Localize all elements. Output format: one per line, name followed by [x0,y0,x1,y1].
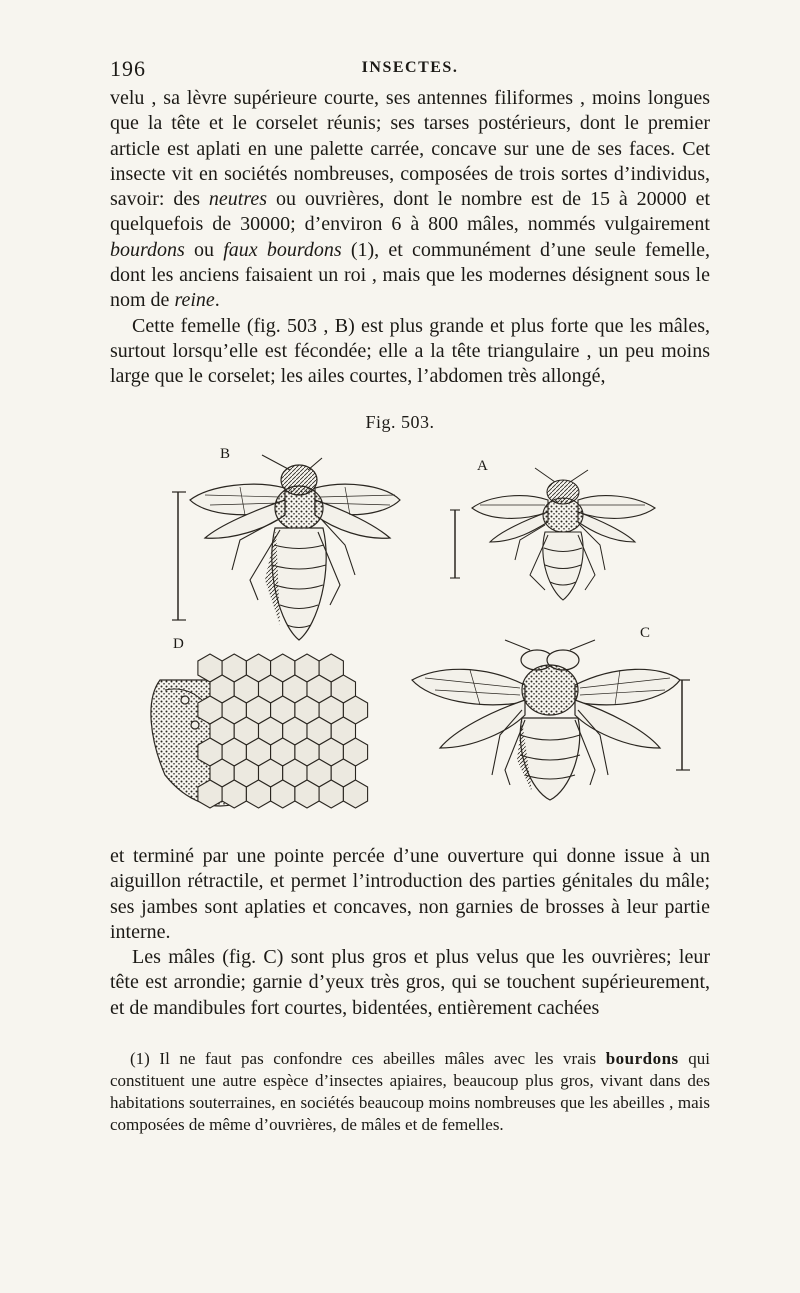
drone-bee-illustration [412,640,690,800]
honeycomb-illustration [151,654,368,808]
text-run: bourdons [605,1049,679,1068]
figure-label-d: D [173,636,184,652]
page-number: 196 [110,56,146,81]
text-run: (1), et communément d’une seule femelle, dont les anciens faisaient un roi , mais que les modernes désignent sous le nom de [110,238,711,312]
text-run: et terminé par une pointe percée d’une ouverture qui donne issue à un aiguillon rétractile, et permet l’introduction des parties génitales du mâle; ses jambes sont aplaties et concaves, non garnies de brosses à leur partie interne. [110,845,710,943]
text-run: Les mâles (fig. C) sont plus gros et plus velus que les ouvrières; leur tête est arrondie; garnie d’yeux très gros, qui se touchent supérieurement, et de mandibules fort courtes, bidentées, entièrement cachées [110,946,710,1019]
text-run: . [214,289,220,312]
paragraph [110,945,710,1021]
worker-bee-illustration [450,468,655,600]
queen-bee-illustration [172,455,400,640]
text-run: ou [184,238,224,261]
text-run: qui constituent une autre espèce d’insectes apiaires, beaucoup plus gros, vivant dans des habitations souterraines, en sociétés beaucoup moins nombreuses que les abeilles , mais composées de même d’ouvrières, de mâles et de femelles. [110,1049,710,1134]
italic-term: faux bourdons [223,238,342,261]
paragraph [110,844,710,945]
italic-term: bourdons [110,238,185,261]
text-run: velu , sa lèvre supérieure courte, ses antennes filiformes , moins longues que la tête et le corselet réunis; ses tarses postérieurs, dont le premier article est aplati en une palette carrée, concave sur une de ses faces. Cet insecte vit en sociétés nombreuses, composées de trois sortes d’individus, savoir: des [110,87,710,211]
figure-label-c: C [640,625,651,641]
text-run: Cette femelle (fig. 503 , B) est plus grande et plus forte que les mâles, surtout lorsqu’elle est fécondée; elle a la tête triangulaire , un peu moins large que le corselet; les ailes courtes, l’abdomen très allongé, [110,314,710,388]
italic-term: neutres [208,188,268,211]
text-run: (1) Il ne faut pas confondre ces abeilles mâles avec les vrais [130,1049,606,1068]
figure-label-b: B [220,446,231,462]
figure-caption: Fig. 503. [365,412,435,432]
text-run: ou ouvrières, dont le nombre est de 15 à 20000 et quelquefois de 30000; d’environ 6 à 800 mâles, nommés vulgairement [110,188,710,236]
italic-term: reine [174,289,215,312]
footnote [110,1048,710,1136]
figure-label-a: A [477,458,488,474]
body-text-bottom [110,844,710,1021]
running-title: INSECTES. [361,59,459,76]
footnote-text [110,1048,710,1136]
